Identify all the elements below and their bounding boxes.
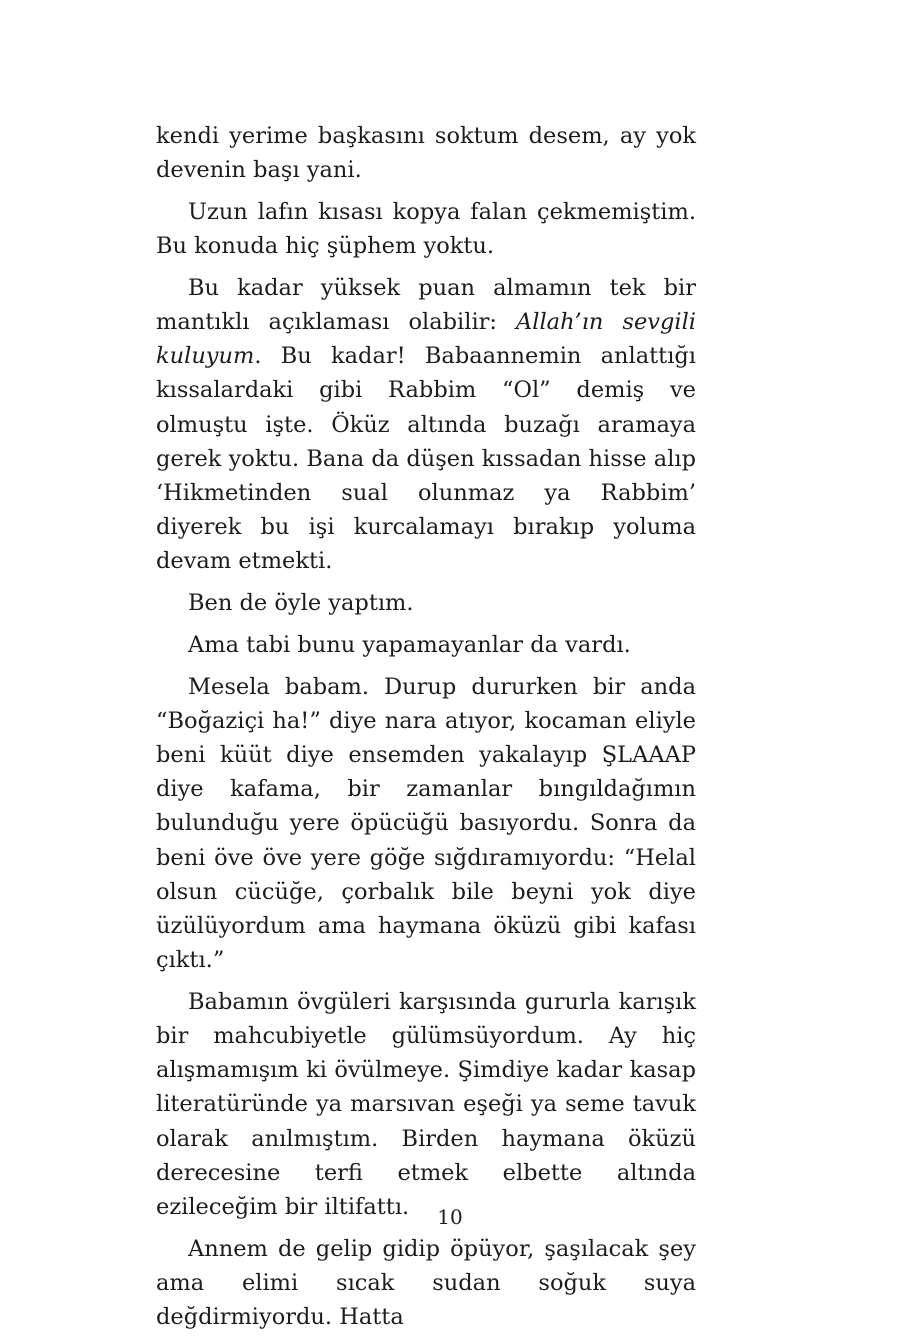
- paragraph-8: Annem de gelip gidip öpüyor, şaşılacak şey ama elimi sıcak sudan soğuk suya değdirmiyordu. Hatta: [156, 1235, 696, 1331]
- page-number: 10: [437, 1205, 463, 1229]
- paragraph-2: Uzun lafın kısası kopya falan çekmemiştim. Bu konuda hiç şüphem yoktu.: [156, 198, 696, 260]
- paragraph-3-italic: Allah’ın sevgili kuluyum: [156, 309, 696, 370]
- paragraph-6: Mesela babam. Durup dururken bir anda “Boğaziçi ha!” diye nara atıyor, kocaman eliyle beni küüt diye ensemden yakalayıp ŞLAAAP diye kafama, bir zamanlar bıngıldağımın bulunduğu yere öpücüğü basıyordu. Sonra da beni öve öve yere göğe sığdıramıyordu: “Helal olsun cücüğe, çorbalık bile beyni yok diye üzülüyordum ama haymana öküzü gibi kafası çıktı.”: [156, 673, 696, 974]
- body-text: [156, 119, 696, 1342]
- paragraph-3-after: . Bu kadar! Babaannemin anlattığı kıssalardaki gibi Rabbim “Ol” demiş ve olmuştu işte. Öküz altında buzağı aramaya gerek yoktu. Bana da düşen kıssadan hisse alıp ‘Hikmetinden sual olunmaz ya Rabbim’ diyerek bu işi kurcalamayı bırakıp yoluma devam etmekti.: [156, 343, 696, 575]
- paragraph-3: [156, 271, 696, 579]
- paragraph-7: Babamın övgüleri karşısında gururla karışık bir mahcubiyetle gülümsüyordum. Ay hiç alışmamışım ki övülmeye. Şimdiye kadar kasap literatüründe ya marsıvan eşeği ya seme tavuk olarak anılmıştım. Birden haymana öküzü derecesine terfi etmek elbette altında ezileceğim bir iltifattı.: [156, 988, 696, 1221]
- paragraph-4: Ben de öyle yaptım.: [188, 590, 414, 617]
- paragraph-1: kendi yerime başkasını soktum desem, ay yok devenin başı yani.: [156, 123, 696, 184]
- paragraph-5: Ama tabi bunu yapamayanlar da vardı.: [188, 631, 631, 658]
- paragraph-3-before: Bu kadar yüksek puan almamın tek bir mantıklı açıklaması olabilir:: [156, 274, 696, 336]
